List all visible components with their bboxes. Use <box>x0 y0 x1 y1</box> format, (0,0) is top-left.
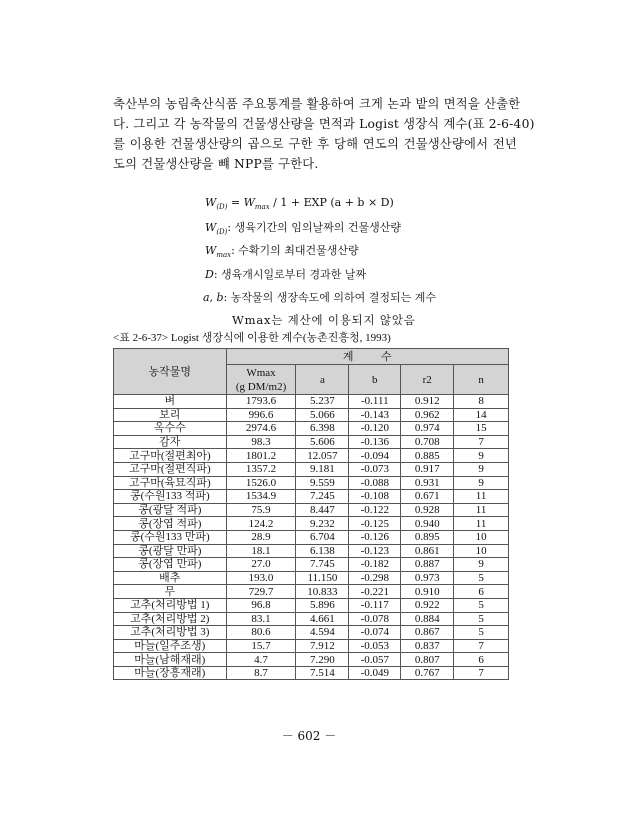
crop-name-cell: 감자 <box>114 435 227 449</box>
crop-name-cell: 마늘(남해재래) <box>114 653 227 667</box>
definition-d <box>205 266 366 282</box>
value-cell: 0.974 <box>401 422 454 436</box>
value-cell: 0.708 <box>401 435 454 449</box>
value-cell: 0.884 <box>401 612 454 626</box>
table-row <box>114 395 509 409</box>
value-cell: 11 <box>454 503 509 517</box>
header-b: b <box>349 365 401 395</box>
logist-coefficient-table <box>113 348 509 680</box>
table-row <box>114 490 509 504</box>
crop-name-cell: 콩(수원133 만파) <box>114 530 227 544</box>
value-cell: -0.108 <box>349 490 401 504</box>
value-cell: 8.7 <box>226 666 296 680</box>
value-cell: 15.7 <box>226 639 296 653</box>
table-row <box>114 422 509 436</box>
value-cell: 7 <box>454 639 509 653</box>
crop-name-cell: 마늘(장흥재래) <box>114 666 227 680</box>
value-cell: 6 <box>454 585 509 599</box>
value-cell: 5 <box>454 571 509 585</box>
value-cell: -0.074 <box>349 626 401 640</box>
table-row <box>114 639 509 653</box>
value-cell: 10 <box>454 530 509 544</box>
value-cell: 0.962 <box>401 408 454 422</box>
value-cell: -0.073 <box>349 462 401 476</box>
value-cell: 9 <box>454 558 509 572</box>
value-cell: 83.1 <box>226 612 296 626</box>
crop-name-cell: 무 <box>114 585 227 599</box>
table-row <box>114 653 509 667</box>
value-cell: 12.057 <box>296 449 349 463</box>
value-cell: 7 <box>454 666 509 680</box>
formula-subscript: (D) <box>216 203 228 212</box>
header-wmax <box>226 365 296 395</box>
table-caption: <표 2-6-37> Logist 생장식에 이용한 계수(농촌진흥청, 1993) <box>113 332 391 344</box>
value-cell: 0.837 <box>401 639 454 653</box>
value-cell: -0.136 <box>349 435 401 449</box>
def-symbol: W <box>205 244 217 257</box>
value-cell: -0.122 <box>349 503 401 517</box>
paragraph-line: 를 이용한 건물생산량의 곱으로 구한 후 당해 연도의 건물생산량에서 전년 <box>113 137 517 151</box>
formula-eq: = <box>227 196 244 209</box>
paragraph-line: 축산부의 농림축산식품 주요통계를 활용하여 크게 논과 밭의 면적을 산출한 <box>113 97 521 111</box>
value-cell: 0.940 <box>401 517 454 531</box>
value-cell: 28.9 <box>226 530 296 544</box>
value-cell: 11.150 <box>296 571 349 585</box>
crop-name-cell: 고구마(육묘직파) <box>114 476 227 490</box>
value-cell: 1357.2 <box>226 462 296 476</box>
logistic-formula <box>205 196 394 211</box>
value-cell: 0.671 <box>401 490 454 504</box>
table-row <box>114 571 509 585</box>
value-cell: 9 <box>454 449 509 463</box>
paragraph-line: 도의 건물생산량을 뺴 NPP를 구한다. <box>113 157 319 171</box>
value-cell: -0.120 <box>349 422 401 436</box>
value-cell: 0.767 <box>401 666 454 680</box>
table-row <box>114 544 509 558</box>
value-cell: -0.117 <box>349 598 401 612</box>
value-cell: 1526.0 <box>226 476 296 490</box>
table-row <box>114 462 509 476</box>
formula-symbol: W <box>243 196 255 209</box>
value-cell: 9 <box>454 476 509 490</box>
table-row <box>114 530 509 544</box>
formula-rest: / 1 + EXP (a + b × D) <box>269 196 394 209</box>
value-cell: 7.290 <box>296 653 349 667</box>
crop-name-cell: 고구마(절편직파) <box>114 462 227 476</box>
definition-ab <box>203 289 436 305</box>
value-cell: 8 <box>454 395 509 409</box>
value-cell: 4.7 <box>226 653 296 667</box>
value-cell: -0.111 <box>349 395 401 409</box>
crop-name-cell: 고추(처리방법 3) <box>114 626 227 640</box>
value-cell: 11 <box>454 490 509 504</box>
value-cell: 9 <box>454 462 509 476</box>
value-cell: 2974.6 <box>226 422 296 436</box>
value-cell: 0.910 <box>401 585 454 599</box>
crop-name-cell: 콩(광달 만파) <box>114 544 227 558</box>
table-row <box>114 503 509 517</box>
table-row <box>114 408 509 422</box>
value-cell: 14 <box>454 408 509 422</box>
value-cell: 0.807 <box>401 653 454 667</box>
value-cell: -0.125 <box>349 517 401 531</box>
def-text: : 생육기간의 임의날짜의 건물생산량 <box>227 221 401 234</box>
value-cell: 4.594 <box>296 626 349 640</box>
value-cell: -0.221 <box>349 585 401 599</box>
header-coefficients: 계 수 <box>226 349 508 365</box>
header-a: a <box>296 365 349 395</box>
crop-name-cell: 고추(처리방법 1) <box>114 598 227 612</box>
value-cell: 0.928 <box>401 503 454 517</box>
value-cell: 6.704 <box>296 530 349 544</box>
value-cell: 5 <box>454 598 509 612</box>
value-cell: 0.931 <box>401 476 454 490</box>
value-cell: 5.066 <box>296 408 349 422</box>
value-cell: 7.912 <box>296 639 349 653</box>
value-cell: 98.3 <box>226 435 296 449</box>
crop-name-cell: 마늘(일주조생) <box>114 639 227 653</box>
crop-name-cell: 콩(수원133 적파) <box>114 490 227 504</box>
value-cell: 9.559 <box>296 476 349 490</box>
value-cell: 4.661 <box>296 612 349 626</box>
value-cell: -0.182 <box>349 558 401 572</box>
value-cell: 0.895 <box>401 530 454 544</box>
def-text: : 생육개시일로부터 경과한 날짜 <box>213 268 367 281</box>
value-cell: -0.078 <box>349 612 401 626</box>
value-cell: 5.237 <box>296 395 349 409</box>
value-cell: 0.917 <box>401 462 454 476</box>
value-cell: 7.745 <box>296 558 349 572</box>
value-cell: -0.126 <box>349 530 401 544</box>
wmax-note: Wmax는 계산에 이용되지 않았음 <box>232 313 416 327</box>
header-n: n <box>454 365 509 395</box>
table-row <box>114 666 509 680</box>
value-cell: 6.138 <box>296 544 349 558</box>
crop-name-cell: 벼 <box>114 395 227 409</box>
value-cell: -0.049 <box>349 666 401 680</box>
value-cell: -0.094 <box>349 449 401 463</box>
value-cell: 124.2 <box>226 517 296 531</box>
value-cell: -0.057 <box>349 653 401 667</box>
value-cell: 18.1 <box>226 544 296 558</box>
value-cell: 75.9 <box>226 503 296 517</box>
table-row <box>114 435 509 449</box>
table-row <box>114 612 509 626</box>
value-cell: 0.867 <box>401 626 454 640</box>
value-cell: 7 <box>454 435 509 449</box>
crop-name-cell: 고구마(절편최아) <box>114 449 227 463</box>
value-cell: 0.922 <box>401 598 454 612</box>
value-cell: 0.887 <box>401 558 454 572</box>
def-symbol: W <box>205 221 217 234</box>
value-cell: 193.0 <box>226 571 296 585</box>
table-row <box>114 626 509 640</box>
formula-symbol: W <box>205 196 217 209</box>
value-cell: 8.447 <box>296 503 349 517</box>
value-cell: 996.6 <box>226 408 296 422</box>
definition-wmax <box>205 242 359 259</box>
table-row <box>114 585 509 599</box>
header-r2: r2 <box>401 365 454 395</box>
header-wmax-label: Wmax <box>246 366 276 379</box>
paragraph-line: 다. 그리고 각 농작물의 건물생산량을 면적과 Logist 생장식 계수(표 2-6-40) <box>113 117 535 131</box>
value-cell: 5.896 <box>296 598 349 612</box>
value-cell: 15 <box>454 422 509 436</box>
definition-wd <box>205 219 401 236</box>
value-cell: 0.973 <box>401 571 454 585</box>
value-cell: 11 <box>454 517 509 531</box>
value-cell: 10 <box>454 544 509 558</box>
crop-name-cell: 콩(장엽 적파) <box>114 517 227 531</box>
value-cell: -0.143 <box>349 408 401 422</box>
value-cell: 0.861 <box>401 544 454 558</box>
table-row <box>114 476 509 490</box>
body-paragraph <box>113 94 535 174</box>
value-cell: 5 <box>454 612 509 626</box>
value-cell: 1793.6 <box>226 395 296 409</box>
crop-name-cell: 고추(처리방법 2) <box>114 612 227 626</box>
value-cell: -0.123 <box>349 544 401 558</box>
def-symbol: D <box>205 268 214 281</box>
value-cell: 5.606 <box>296 435 349 449</box>
value-cell: 27.0 <box>226 558 296 572</box>
formula-subscript: max <box>254 203 270 212</box>
value-cell: 729.7 <box>226 585 296 599</box>
crop-name-cell: 옥수수 <box>114 422 227 436</box>
def-subscript: (D) <box>216 228 228 237</box>
value-cell: 7.245 <box>296 490 349 504</box>
crop-name-cell: 콩(광달 적파) <box>114 503 227 517</box>
crop-name-cell: 보리 <box>114 408 227 422</box>
value-cell: 7.514 <box>296 666 349 680</box>
def-text: : 수확기의 최대건물생산량 <box>231 244 359 257</box>
value-cell: 80.6 <box>226 626 296 640</box>
value-cell: -0.298 <box>349 571 401 585</box>
value-cell: 1534.9 <box>226 490 296 504</box>
value-cell: 1801.2 <box>226 449 296 463</box>
value-cell: 0.885 <box>401 449 454 463</box>
value-cell: -0.088 <box>349 476 401 490</box>
value-cell: 9.232 <box>296 517 349 531</box>
def-subscript: max <box>216 251 232 260</box>
value-cell: -0.053 <box>349 639 401 653</box>
value-cell: 9.181 <box>296 462 349 476</box>
table-row <box>114 517 509 531</box>
header-wmax-unit: (g DM/m2) <box>235 380 287 393</box>
page-number: － 602 － <box>281 729 337 743</box>
crop-name-cell: 콩(장엽 만파) <box>114 558 227 572</box>
value-cell: 5 <box>454 626 509 640</box>
value-cell: 6 <box>454 653 509 667</box>
value-cell: 10.833 <box>296 585 349 599</box>
crop-name-cell: 배추 <box>114 571 227 585</box>
table-row <box>114 449 509 463</box>
table-row <box>114 558 509 572</box>
def-text: : 농작물의 생장속도에 의하여 결정되는 계수 <box>223 291 437 304</box>
def-symbol: a, b <box>203 291 224 304</box>
value-cell: 6.398 <box>296 422 349 436</box>
value-cell: 96.8 <box>226 598 296 612</box>
table-row <box>114 598 509 612</box>
value-cell: 0.912 <box>401 395 454 409</box>
header-crop: 농작물명 <box>114 349 227 395</box>
